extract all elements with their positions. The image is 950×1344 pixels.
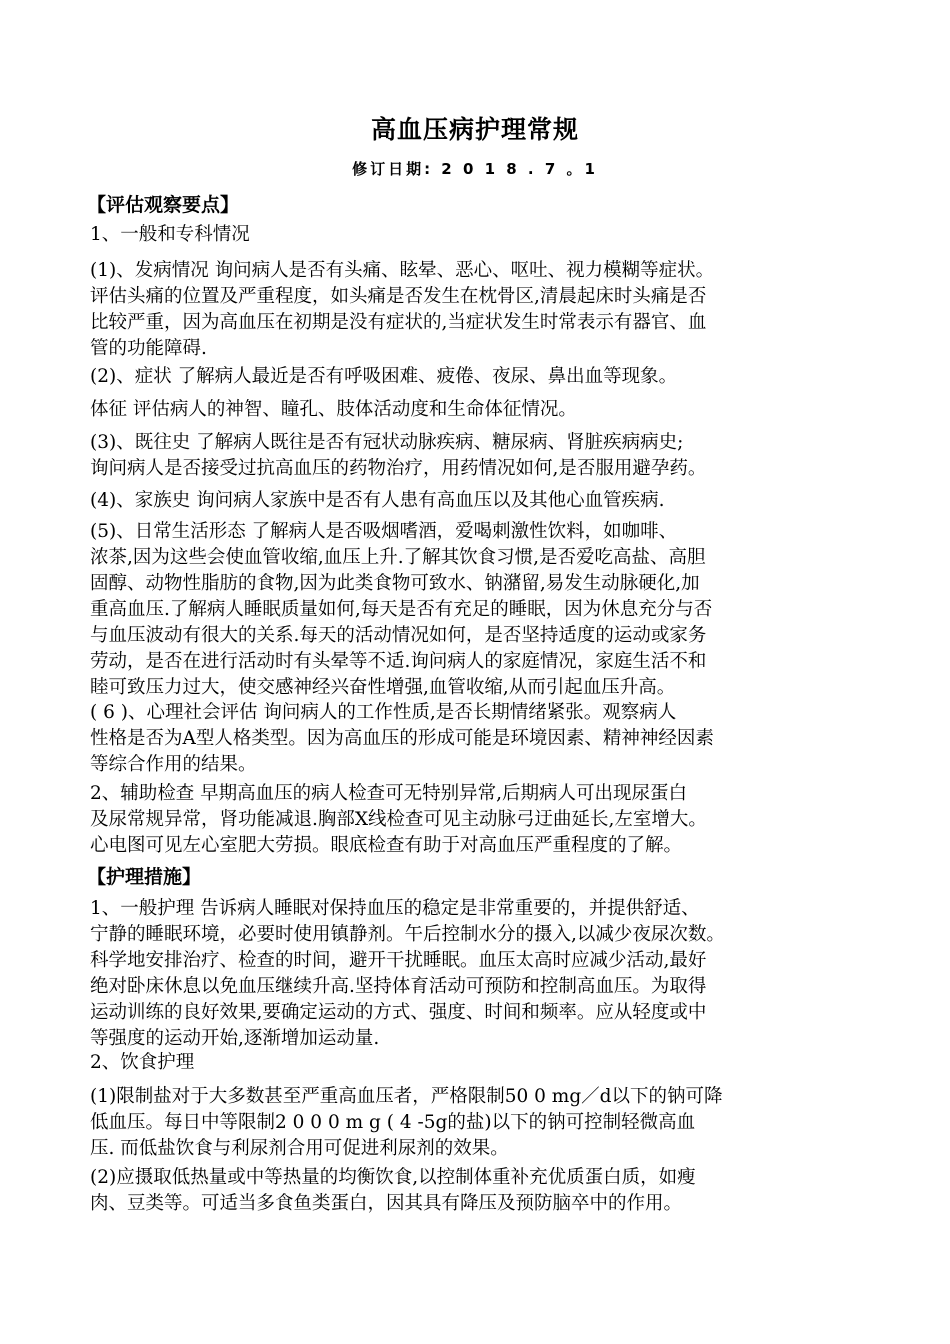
text-line: (1)、发病情况 询问病人是否有头痛、眩晕、恶心、呕吐、视力模糊等症状。 bbox=[90, 260, 715, 281]
text-line: 劳动，是否在进行活动时有头晕等不适.询问病人的家庭情况，家庭生活不和 bbox=[90, 651, 707, 672]
text-line: (1)限制盐对于大多数甚至严重高血压者，严格限制50 0 mg／d以下的钠可降 bbox=[90, 1086, 723, 1107]
paragraph-balanced-diet bbox=[90, 1165, 880, 1217]
paragraph-general bbox=[90, 222, 880, 248]
paragraph-lifestyle bbox=[90, 519, 880, 701]
text-line: 性格是否为A型人格类型。因为高血压的形成可能是环境因素、精神神经因素 bbox=[90, 728, 714, 749]
text-line: 及尿常规异常，肾功能减退.胸部X线检查可见主动脉弓迂曲延长,左室增大。 bbox=[90, 809, 707, 830]
paragraph-general-care bbox=[90, 896, 880, 1052]
text-line: (2)应摄取低热量或中等热量的均衡饮食,以控制体重补充优质蛋白质，如瘦 bbox=[90, 1167, 696, 1188]
text-line: 比较严重，因为高血压在初期是没有症状的,当症状发生时常表示有器官、血 bbox=[90, 312, 707, 333]
text-line: 压. 而低盐饮食与利尿剂合用可促进利尿剂的效果。 bbox=[90, 1138, 509, 1159]
text-line: 科学地安排治疗、检查的时间，避开干扰睡眠。血压太高时应减少活动,最好 bbox=[90, 950, 707, 971]
text-line: 睦可致压力过大，使交感神经兴奋性增强,血管收缩,从而引起血压升高。 bbox=[90, 677, 676, 698]
text-line: 2、辅助检查 早期高血压的病人检查可无特别异常,后期病人可出现尿蛋白 bbox=[90, 783, 688, 804]
paragraph-onset bbox=[90, 258, 880, 362]
text-line: 1、一般护理 告诉病人睡眠对保持血压的稳定是非常重要的，并提供舒适、 bbox=[90, 898, 700, 919]
text-line: 与血压波动有很大的关系.每天的活动情况如何，是否坚持适度的运动或家务 bbox=[90, 625, 707, 646]
text-line: 宁静的睡眠环境，必要时使用镇静剂。午后控制水分的摄入,以减少夜尿次数。 bbox=[90, 924, 725, 945]
text-line: 等综合作用的结果。 bbox=[90, 754, 257, 775]
text-line: (2)、症状 了解病人最近是否有呼吸困难、疲倦、夜尿、鼻出血等现象。 bbox=[90, 366, 678, 387]
text-line: 重高血压.了解病人睡眠质量如何,每天是否有充足的睡眠，因为休息充分与否 bbox=[90, 599, 713, 620]
paragraph-diet-title bbox=[90, 1050, 880, 1076]
text-line: 运动训练的良好效果,要确定运动的方式、强度、时间和频率。应从轻度或中 bbox=[90, 1002, 707, 1023]
text-line: (3)、既往史 了解病人既往是否有冠状动脉疾病、糖尿病、肾脏疾病病史; bbox=[90, 432, 684, 453]
text-line: 肉、豆类等。可适当多食鱼类蛋白，因其具有降压及预防脑卒中的作用。 bbox=[90, 1193, 683, 1214]
page-title: 高血压病护理常规 bbox=[370, 115, 579, 144]
text-line: (5)、日常生活形态 了解病人是否吸烟嗜酒，爱喝刺激性饮料，如咖啡、 bbox=[90, 521, 678, 542]
text-line: 体征 评估病人的神智、瞳孔、肢体活动度和生命体征情况。 bbox=[90, 399, 577, 420]
text-line: 评估头痛的位置及严重程度，如头痛是否发生在枕骨区,清晨起床时头痛是否 bbox=[90, 286, 707, 307]
paragraph-family-history bbox=[90, 488, 880, 514]
paragraph-salt-limit bbox=[90, 1084, 880, 1162]
text-line: 管的功能障碍. bbox=[90, 338, 207, 359]
paragraph-symptoms bbox=[90, 364, 880, 390]
text-line: ( 6 )、心理社会评估 询问病人的工作性质,是否长期情绪紧张。观察病人 bbox=[90, 702, 677, 723]
text-line: 等强度的运动开始,逐渐增加运动量. bbox=[90, 1028, 380, 1049]
paragraph-psychosocial bbox=[90, 700, 880, 778]
text-line: 心电图可见左心室肥大劳损。眼底检查有助于对高血压严重程度的了解。 bbox=[90, 835, 683, 856]
text-line: 固醇、动物性脂肪的食物,因为此类食物可致水、钠潴留,易发生动脉硬化,加 bbox=[90, 573, 700, 594]
paragraph-auxiliary-exam bbox=[90, 781, 880, 859]
text-line: 2、饮食护理 bbox=[90, 1052, 195, 1073]
paragraph-signs bbox=[90, 397, 880, 423]
revision-date: 修订日期: 2 0 1 8 . 7 。1 bbox=[352, 160, 598, 178]
text-line: 绝对卧床休息以免血压继续升高.坚持体育活动可预防和控制高血压。为取得 bbox=[90, 976, 707, 997]
text-line: 浓茶,因为这些会使血管收缩,血压上升.了解其饮食习惯,是否爱吃高盐、高胆 bbox=[90, 547, 706, 568]
text-line: 低血压。每日中等限制2 0 0 0 m g ( 4 -5g的盐)以下的钠可控制轻微高血 bbox=[90, 1112, 696, 1133]
paragraph-history bbox=[90, 430, 880, 482]
text-line: (4)、家族史 询问病人家族中是否有人患有高血压以及其他心血管疾病. bbox=[90, 490, 665, 511]
section-heading-assessment: 【评估观察要点】 bbox=[87, 194, 240, 216]
section-heading-nursing: 【护理措施】 bbox=[87, 866, 202, 888]
text-line: 1、一般和专科情况 bbox=[90, 224, 250, 245]
text-line: 询问病人是否接受过抗高血压的药物治疗，用药情况如何,是否服用避孕药。 bbox=[90, 458, 707, 479]
